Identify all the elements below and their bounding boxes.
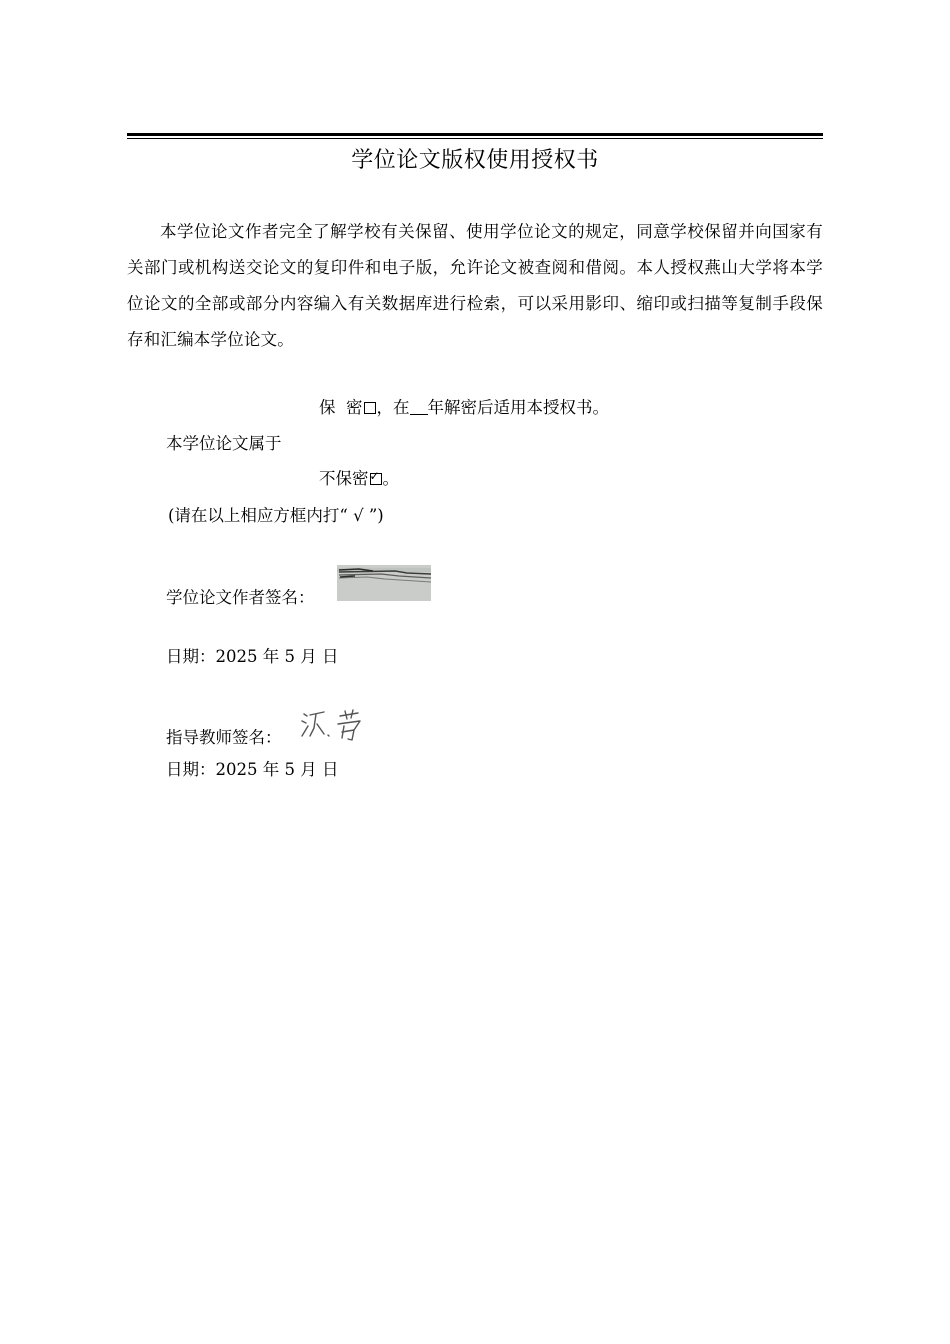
not-confidential-label: 不保密 bbox=[319, 469, 369, 488]
author-signature-label: 学位论文作者签名： bbox=[166, 588, 315, 607]
author-signature-image bbox=[337, 565, 431, 601]
confidential-suffix: 年解密后适用本授权书。 bbox=[427, 398, 609, 417]
not-confidential-suffix: 。 bbox=[382, 469, 399, 488]
instruction-text: (请在以上相应方框内打“ √ ”) bbox=[168, 506, 384, 525]
confidential-option bbox=[319, 397, 609, 419]
top-rule-thin bbox=[127, 138, 823, 139]
top-rule-thick bbox=[127, 133, 823, 136]
advisor-signature-image bbox=[298, 706, 368, 746]
confidential-label: 保 密 bbox=[319, 398, 363, 417]
authorization-paragraph: 本学位论文作者完全了解学校有关保留、使用学位论文的规定，同意学校保留并向国家有关部门或机构送交论文的复印件和电子版，允许论文被查阅和借阅。本人授权燕山大学将本学位论文的全部或部分内容编入有关数据库进行检索，可以采用影印、缩印或扫描等复制手段保存和汇编本学位论文。 bbox=[127, 222, 823, 349]
confidential-checkbox[interactable] bbox=[364, 402, 376, 414]
not-confidential-option bbox=[319, 468, 399, 490]
confidential-connector: ，在 bbox=[376, 398, 410, 417]
belongs-label: 本学位论文属于 bbox=[166, 434, 282, 453]
not-confidential-checkbox[interactable] bbox=[369, 469, 382, 485]
author-date: 日期：2025 年 5 月 日 bbox=[166, 647, 339, 666]
years-blank[interactable] bbox=[410, 398, 428, 415]
advisor-date: 日期：2025 年 5 月 日 bbox=[166, 760, 339, 779]
document-title: 学位论文版权使用授权书 bbox=[351, 148, 599, 173]
advisor-signature-label: 指导教师签名： bbox=[166, 728, 282, 747]
check-mark-icon: ✓ bbox=[369, 469, 380, 483]
